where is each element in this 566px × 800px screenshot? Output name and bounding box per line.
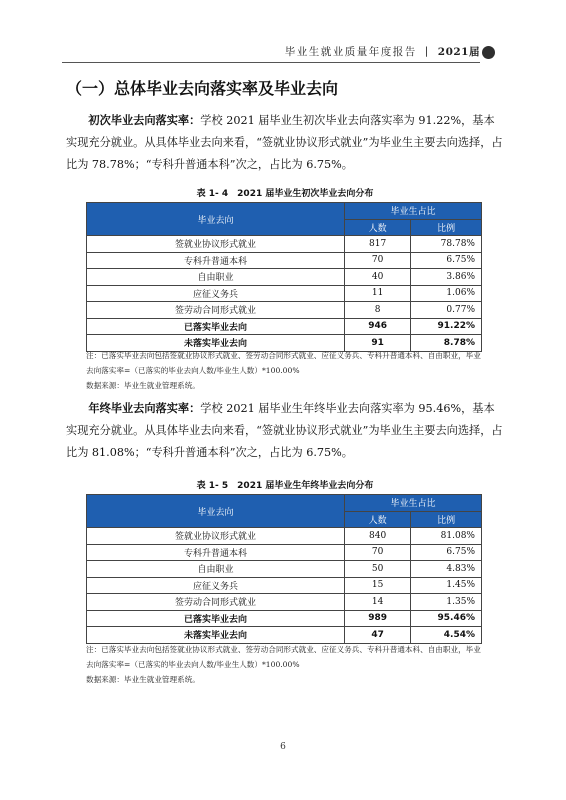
cell-ratio: 78.78% [411, 236, 482, 253]
initial-destination-table [86, 202, 482, 352]
cell-ratio: 4.54% [411, 627, 482, 644]
cell-ratio: 95.46% [411, 610, 482, 627]
cell-count: 50 [344, 561, 410, 578]
cell-destination: 已落实毕业去向 [87, 610, 345, 627]
section-title: （一）总体毕业去向落实率及毕业去向 [66, 79, 339, 98]
column-header-share: 毕业生占比 [344, 495, 481, 512]
column-header-ratio: 比例 [411, 511, 482, 528]
cell-destination: 签劳动合同形式就业 [87, 302, 345, 319]
cell-count: 946 [344, 318, 410, 335]
cell-ratio: 6.75% [411, 544, 482, 561]
table-row [87, 269, 482, 286]
table-row [87, 561, 482, 578]
table-row [87, 285, 482, 302]
table-note: 注：已落实毕业去向包括签就业协议形式就业、签劳动合同形式就业、应征义务兵、专科升普通本科、自由职业，毕业去向落实率=（已落实的毕业去向人数/毕业生人数）*100.00% [86, 645, 481, 669]
cell-count: 70 [344, 544, 410, 561]
page-number: 6 [280, 742, 286, 752]
cell-ratio: 8.78% [411, 335, 482, 352]
column-header-share: 毕业生占比 [344, 203, 481, 220]
column-header-ratio: 比例 [411, 219, 482, 236]
report-year: 2021届 [437, 45, 480, 58]
cell-count: 47 [344, 627, 410, 644]
table-row [87, 577, 482, 594]
report-title: 毕业生就业质量年度报告 [284, 45, 417, 58]
table-row-total [87, 627, 482, 644]
cell-destination: 自由职业 [87, 269, 345, 286]
table-caption: 表 1- 4 2021 届毕业生初次毕业去向分布 [196, 189, 374, 199]
table-row [87, 236, 482, 253]
cell-count: 11 [344, 285, 410, 302]
table-row [87, 252, 482, 269]
cell-count: 40 [344, 269, 410, 286]
header-dot-icon [482, 46, 495, 59]
table-caption: 表 1- 5 2021 届毕业生年终毕业去向分布 [196, 481, 374, 491]
paragraph-text: 学校 2021 届毕业生初次毕业去向落实率为 91.22%，基本实现充分就业。从具体毕业去向来看，“签就业协议形式就业”为毕业生主要去向选择，占比为 78.78%；“专科升普通本科”次之，占比为 6.75%。 [66, 114, 503, 171]
cell-count: 817 [344, 236, 410, 253]
cell-destination: 已落实毕业去向 [87, 318, 345, 335]
cell-destination: 未落实毕业去向 [87, 627, 345, 644]
header-separator: | [424, 45, 430, 57]
paragraph-initial-rate [66, 110, 504, 176]
cell-ratio: 6.75% [411, 252, 482, 269]
column-header-destination: 毕业去向 [87, 203, 345, 236]
column-header-count: 人数 [344, 511, 410, 528]
cell-destination: 未落实毕业去向 [87, 335, 345, 352]
data-source-note: 数据来源：毕业生就业管理系统。 [86, 675, 200, 684]
cell-destination: 应征义务兵 [87, 577, 345, 594]
table-row [87, 302, 482, 319]
column-header-destination: 毕业去向 [87, 495, 345, 528]
table-row [87, 594, 482, 611]
cell-count: 70 [344, 252, 410, 269]
column-header-count: 人数 [344, 219, 410, 236]
cell-count: 840 [344, 528, 410, 545]
cell-destination: 专科升普通本科 [87, 252, 345, 269]
cell-count: 15 [344, 577, 410, 594]
cell-destination: 签就业协议形式就业 [87, 528, 345, 545]
final-destination-table [86, 494, 482, 644]
cell-count: 8 [344, 302, 410, 319]
page-header [62, 40, 480, 63]
cell-ratio: 81.08% [411, 528, 482, 545]
cell-count: 91 [344, 335, 410, 352]
cell-destination: 签就业协议形式就业 [87, 236, 345, 253]
paragraph-final-rate [66, 398, 504, 464]
paragraph-lead: 年终毕业去向落实率： [88, 402, 201, 415]
table-row-total [87, 610, 482, 627]
paragraph-lead: 初次毕业去向落实率： [88, 114, 201, 127]
cell-ratio: 1.06% [411, 285, 482, 302]
cell-count: 989 [344, 610, 410, 627]
cell-ratio: 1.35% [411, 594, 482, 611]
table-row-total [87, 318, 482, 335]
table-row [87, 528, 482, 545]
cell-destination: 签劳动合同形式就业 [87, 594, 345, 611]
table-note: 注：已落实毕业去向包括签就业协议形式就业、签劳动合同形式就业、应征义务兵、专科升普通本科、自由职业，毕业去向落实率=（已落实的毕业去向人数/毕业生人数）*100.00% [86, 351, 481, 375]
cell-ratio: 4.83% [411, 561, 482, 578]
cell-destination: 专科升普通本科 [87, 544, 345, 561]
cell-ratio: 91.22% [411, 318, 482, 335]
data-source-note: 数据来源：毕业生就业管理系统。 [86, 381, 200, 390]
cell-ratio: 3.86% [411, 269, 482, 286]
table-row [87, 544, 482, 561]
cell-ratio: 1.45% [411, 577, 482, 594]
paragraph-text: 学校 2021 届毕业生年终毕业去向落实率为 95.46%，基本实现充分就业。从具体毕业去向来看，“签就业协议形式就业”为毕业生主要去向选择，占比为 81.08%；“专科升普通本科”次之，占比为 6.75%。 [66, 402, 503, 459]
cell-destination: 应征义务兵 [87, 285, 345, 302]
cell-ratio: 0.77% [411, 302, 482, 319]
cell-count: 14 [344, 594, 410, 611]
cell-destination: 自由职业 [87, 561, 345, 578]
